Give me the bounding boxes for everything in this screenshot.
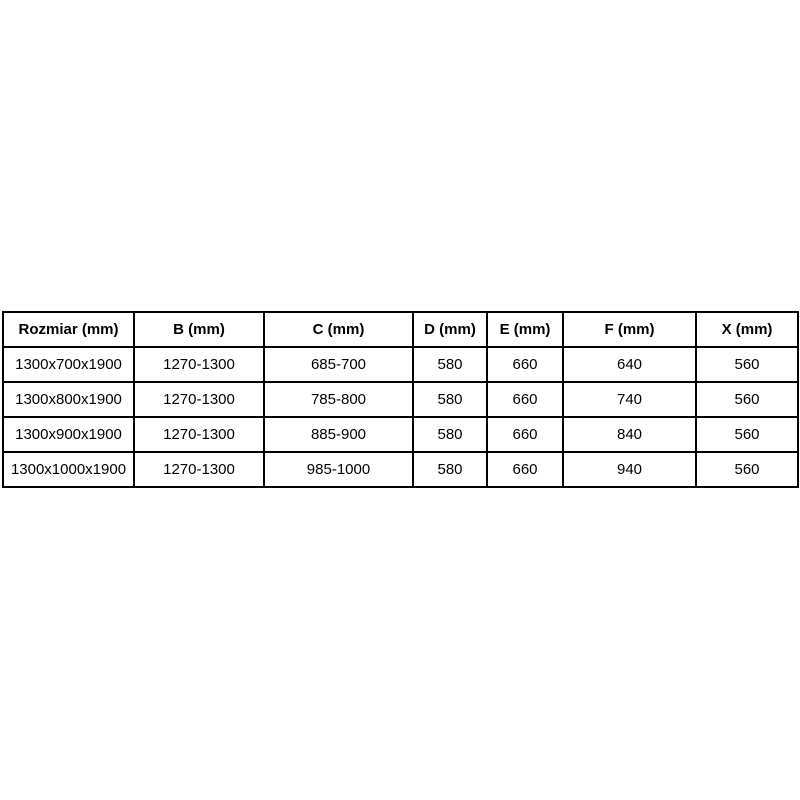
table-cell: 660 <box>487 347 563 382</box>
table-cell: 580 <box>413 452 487 487</box>
table-cell: 1300x900x1900 <box>3 417 134 452</box>
table-cell: 580 <box>413 417 487 452</box>
table-cell: 840 <box>563 417 696 452</box>
table-row <box>3 452 798 487</box>
table-row <box>3 347 798 382</box>
column-header-rozmiar: Rozmiar (mm) <box>3 312 134 347</box>
table-cell: 985-1000 <box>264 452 413 487</box>
table-cell: 785-800 <box>264 382 413 417</box>
dimensions-spec-table <box>2 311 799 488</box>
table-cell: 660 <box>487 417 563 452</box>
column-header-f: F (mm) <box>563 312 696 347</box>
table-cell: 580 <box>413 382 487 417</box>
table-cell: 560 <box>696 382 798 417</box>
column-header-c: C (mm) <box>264 312 413 347</box>
table-cell: 1270-1300 <box>134 452 264 487</box>
table-cell: 560 <box>696 417 798 452</box>
table-cell: 1270-1300 <box>134 382 264 417</box>
table-cell: 660 <box>487 452 563 487</box>
column-header-e: E (mm) <box>487 312 563 347</box>
table-cell: 1300x800x1900 <box>3 382 134 417</box>
column-header-x: X (mm) <box>696 312 798 347</box>
table-cell: 560 <box>696 452 798 487</box>
table-cell: 1300x1000x1900 <box>3 452 134 487</box>
table-cell: 640 <box>563 347 696 382</box>
table-cell: 660 <box>487 382 563 417</box>
table-row <box>3 382 798 417</box>
table-cell: 740 <box>563 382 696 417</box>
table-cell: 885-900 <box>264 417 413 452</box>
table-row <box>3 417 798 452</box>
table-cell: 560 <box>696 347 798 382</box>
table-cell: 1270-1300 <box>134 347 264 382</box>
table-cell: 940 <box>563 452 696 487</box>
table-cell: 1300x700x1900 <box>3 347 134 382</box>
column-header-b: B (mm) <box>134 312 264 347</box>
table-cell: 685-700 <box>264 347 413 382</box>
column-header-d: D (mm) <box>413 312 487 347</box>
table-cell: 1270-1300 <box>134 417 264 452</box>
table-cell: 580 <box>413 347 487 382</box>
table-header-row <box>3 312 798 347</box>
